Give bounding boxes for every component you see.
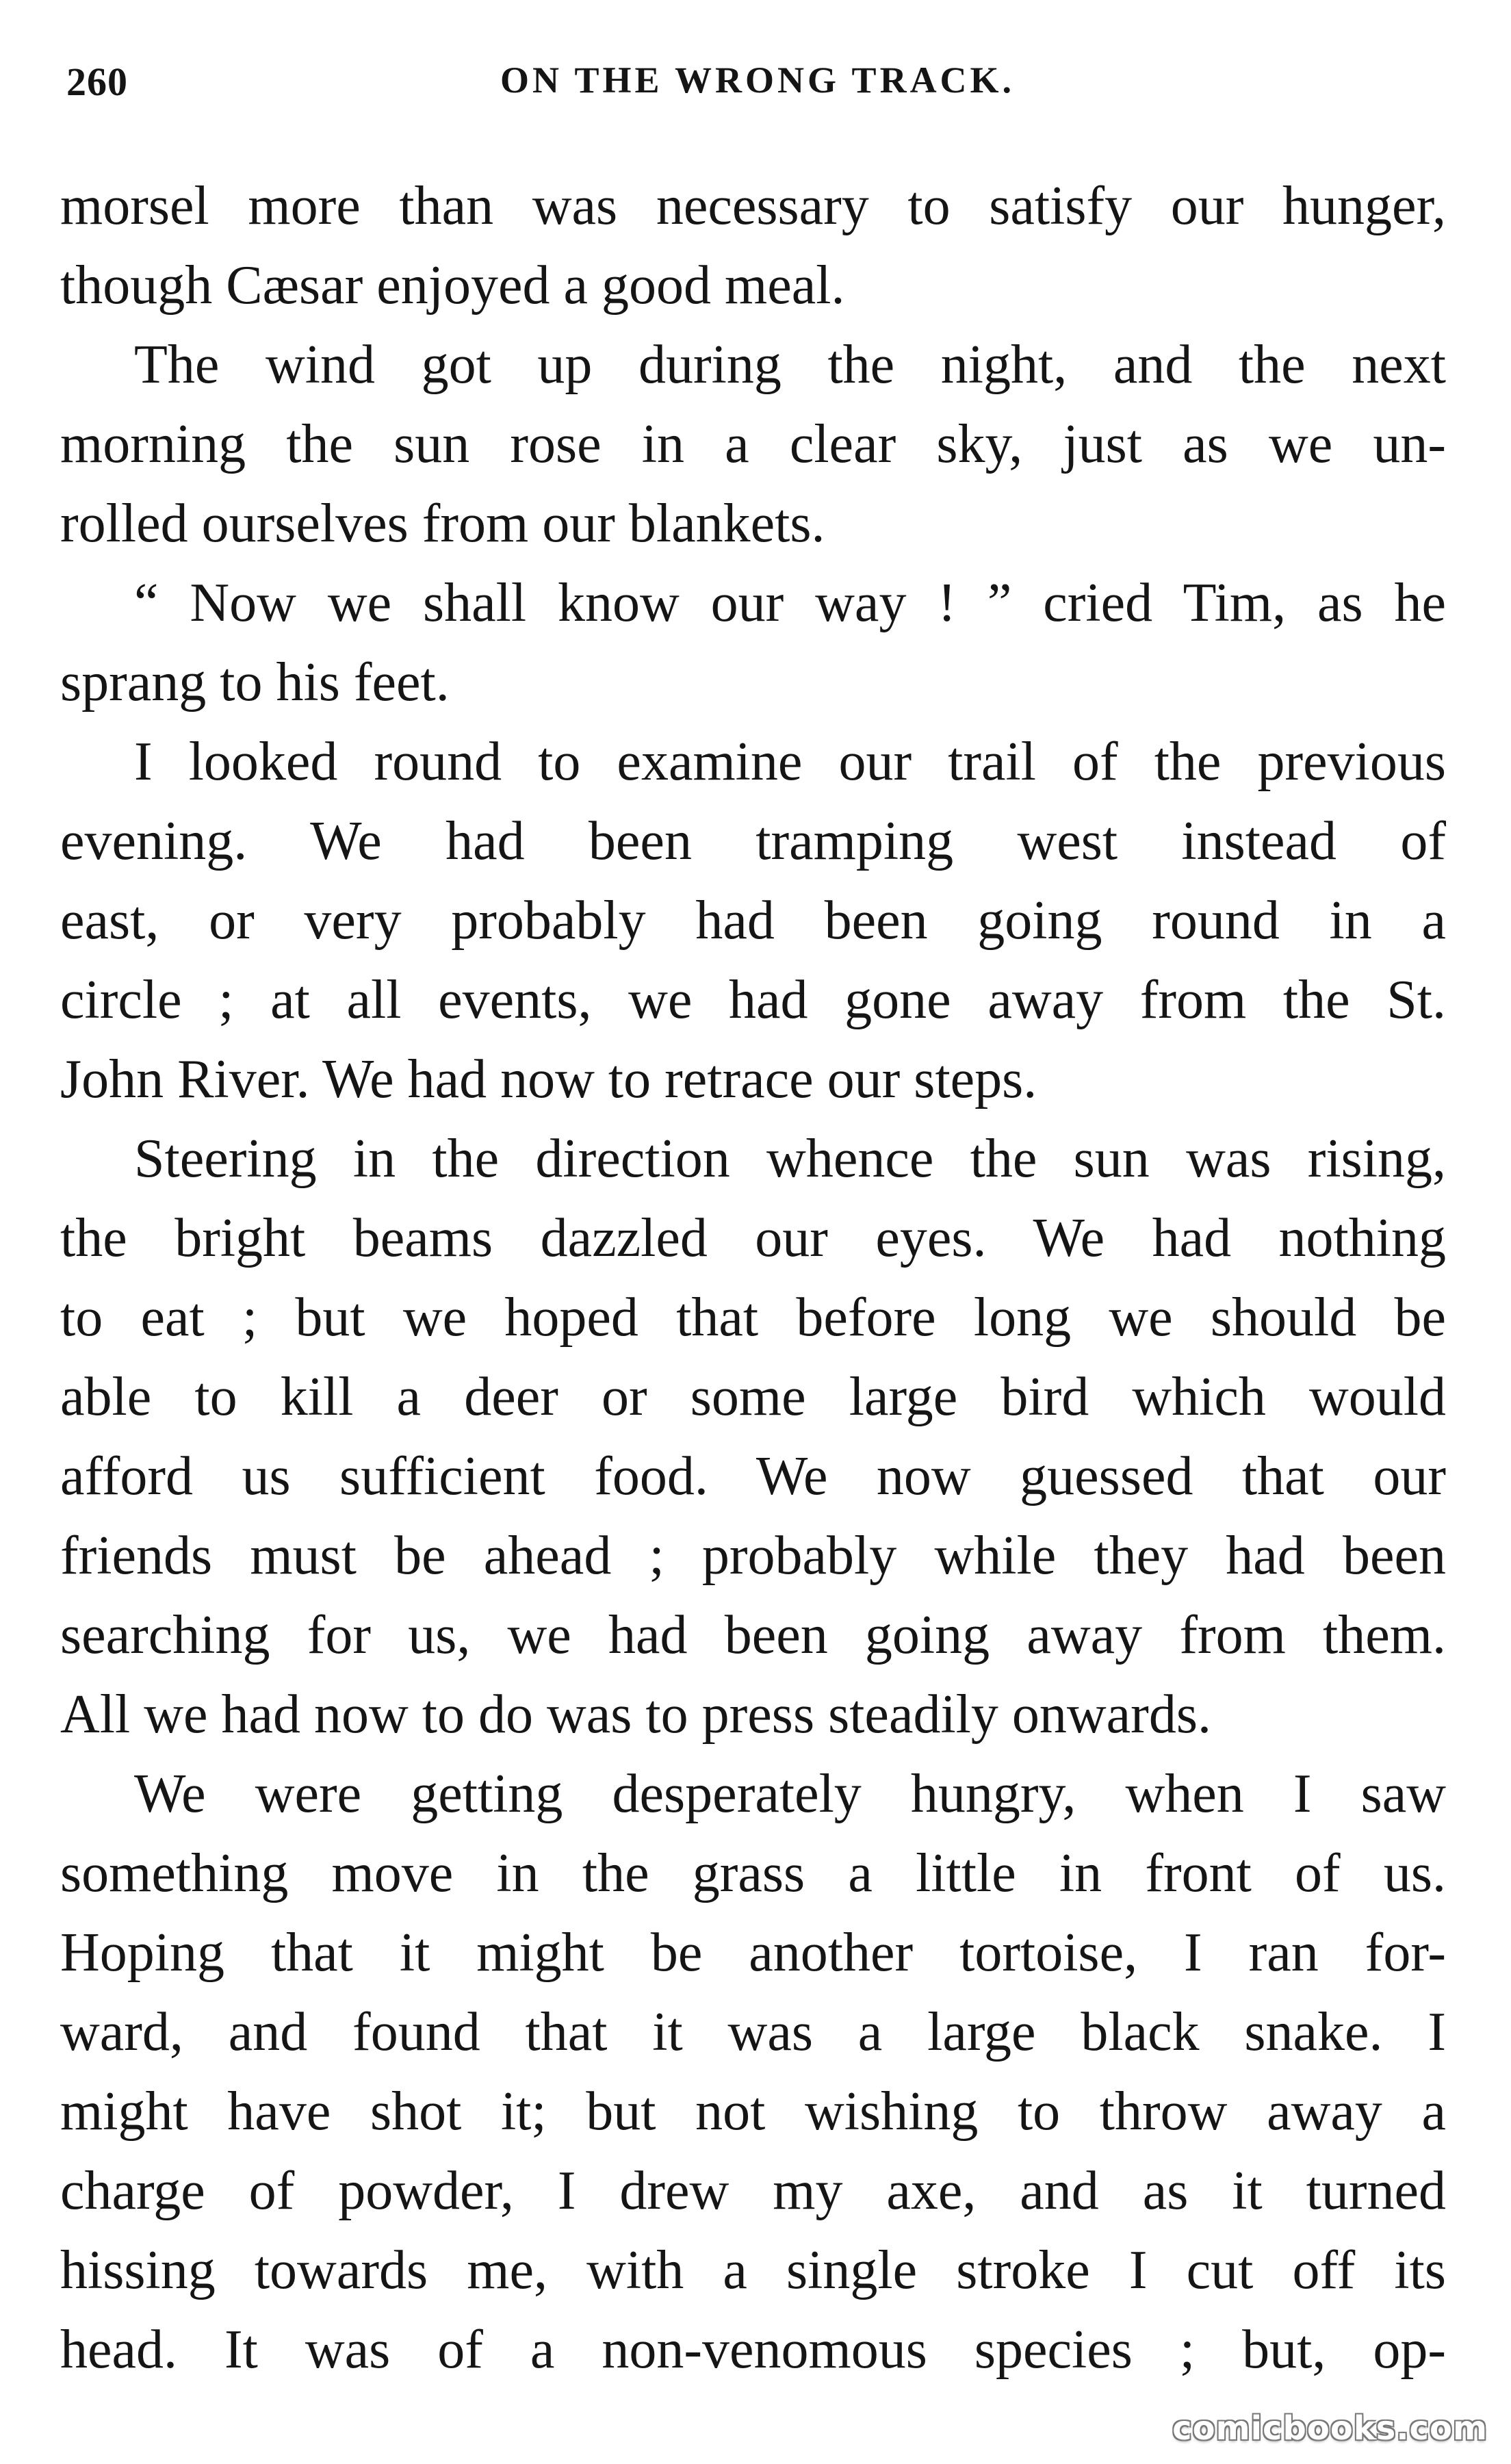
text-line: friends must be ahead ; probably while they had been bbox=[60, 1526, 1446, 1586]
text-line: charge of powder, I drew my axe, and as it turned bbox=[60, 2161, 1446, 2221]
text-line: evening. We had been tramping west instead of bbox=[60, 811, 1446, 871]
text-line: sprang to his feet. bbox=[60, 652, 450, 713]
text-line: the bright beams dazzled our eyes. We had nothing bbox=[60, 1208, 1446, 1268]
text-line: searching for us, we had been going away from them. bbox=[60, 1605, 1446, 1665]
text-line: morsel more than was necessary to satisfy our hunger, bbox=[60, 176, 1446, 236]
text-line: Steering in the direction whence the sun was rising, bbox=[134, 1129, 1446, 1189]
text-line: might have shot it; but not wishing to throw away a bbox=[60, 2081, 1446, 2142]
text-line: John River. We had now to retrace our steps. bbox=[60, 1049, 1037, 1109]
text-line: afford us sufficient food. We now guessed that our bbox=[60, 1446, 1446, 1506]
body-text bbox=[60, 166, 1446, 2389]
text-line: to eat ; but we hoped that before long we should be bbox=[60, 1287, 1446, 1348]
page-number: 260 bbox=[66, 60, 128, 104]
text-line: something move in the grass a little in front of us. bbox=[60, 1843, 1446, 1903]
text-line: rolled ourselves from our blankets. bbox=[60, 493, 825, 554]
running-title: ON THE WRONG TRACK. bbox=[500, 60, 1016, 101]
text-line: “ Now we shall know our way ! ” cried Tim, as he bbox=[134, 573, 1446, 633]
text-line: east, or very probably had been going round in a bbox=[60, 890, 1446, 951]
text-line: circle ; at all events, we had gone away from the St. bbox=[60, 970, 1446, 1030]
page-header bbox=[66, 59, 1449, 114]
text-line: The wind got up during the night, and the next bbox=[134, 335, 1446, 395]
text-line: able to kill a deer or some large bird which would bbox=[60, 1367, 1446, 1427]
text-line: I looked round to examine our trail of the previous bbox=[134, 732, 1446, 792]
text-line: We were getting desperately hungry, when I saw bbox=[134, 1764, 1446, 1824]
text-line: hissing towards me, with a single stroke I cut off its bbox=[60, 2240, 1446, 2300]
text-line: head. It was of a non-venomous species ; but, op- bbox=[60, 2320, 1446, 2380]
text-line: Hoping that it might be another tortoise, I ran for- bbox=[60, 1923, 1446, 1983]
text-line: All we had now to do was to press steadily onwards. bbox=[60, 1684, 1211, 1745]
text-line: morning the sun rose in a clear sky, just as we un- bbox=[60, 414, 1446, 474]
text-line: though Cæsar enjoyed a good meal. bbox=[60, 255, 845, 316]
text-line: ward, and found that it was a large black snake. I bbox=[60, 2002, 1446, 2062]
watermark: comicbooks.com bbox=[1172, 2409, 1488, 2448]
